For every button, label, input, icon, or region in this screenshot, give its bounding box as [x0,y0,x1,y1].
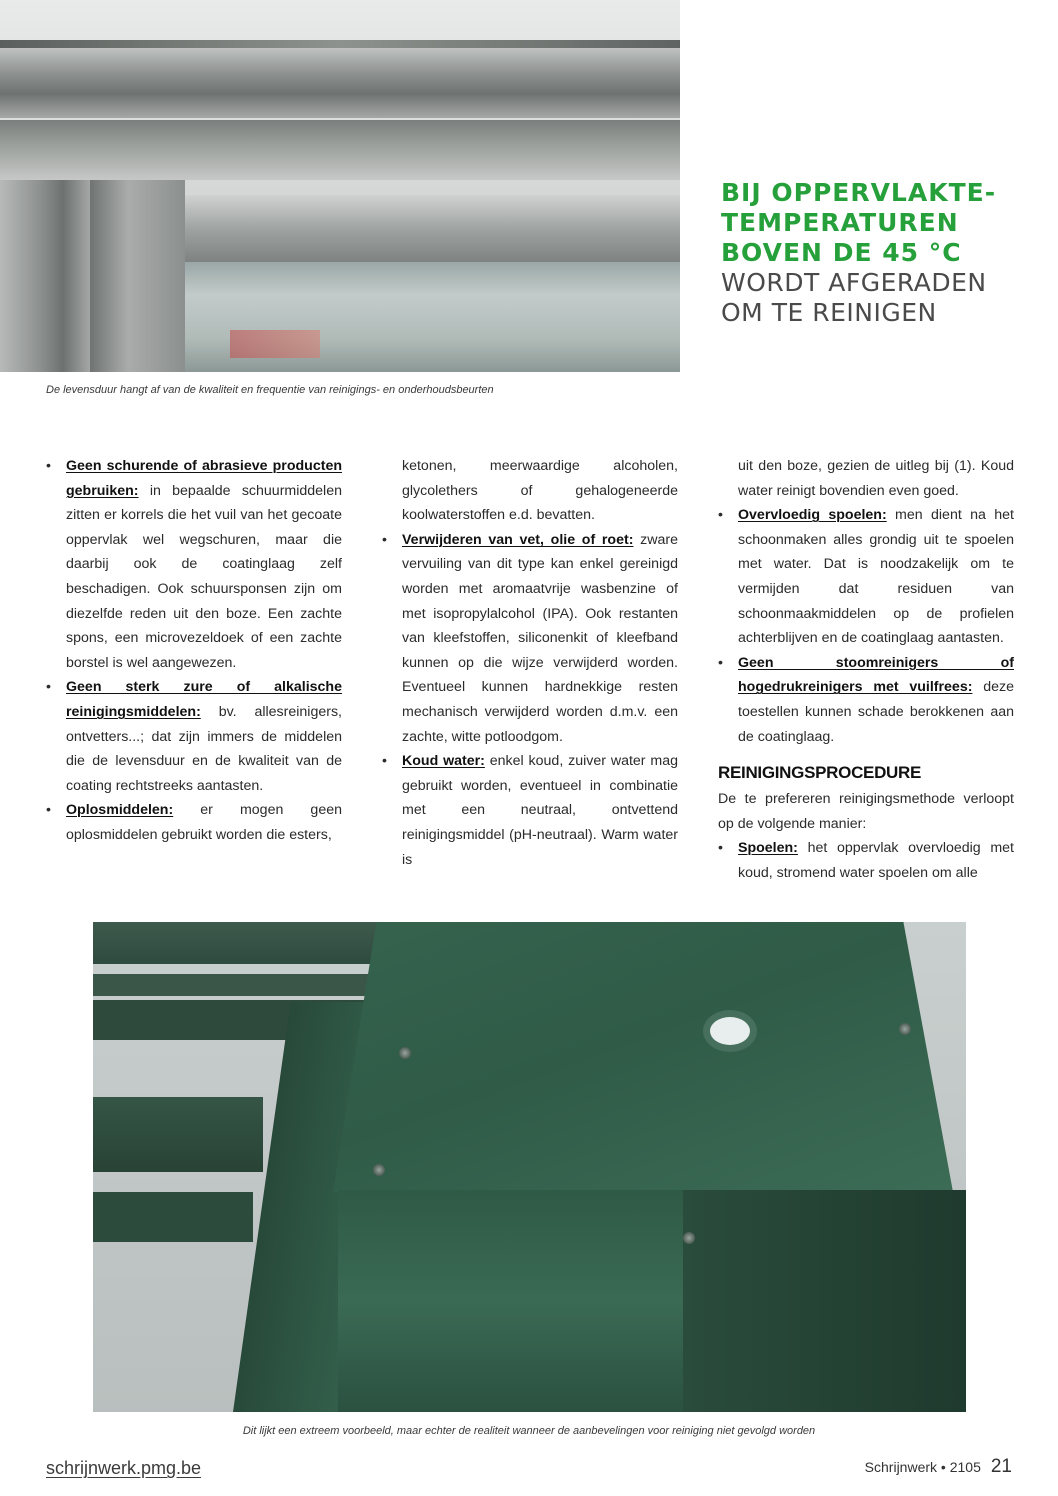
footer-magazine-issue: Schrijnwerk • 2105 [864,1459,981,1475]
list-item [46,454,342,675]
photo-glass-reflection [230,330,320,358]
pull-quote-line: WORDT AFGERADEN [721,268,987,297]
list-item-term: Geen schurende of abrasieve producten gebruiken: [66,458,342,499]
top-photo-aluminium-frame [0,0,680,372]
list-item-term: Overvloedig spoelen: [738,507,887,524]
footer-page-info [865,1456,1012,1478]
list-item-term: Oplosmiddelen: [66,802,174,819]
pull-quote-line: BIJ OPPERVLAKTE- [721,178,997,207]
list-item [718,651,1014,749]
photo-frame-bar [93,1192,253,1242]
pull-quote [721,178,1041,328]
list-item [46,798,342,847]
pull-quote-line: TEMPERATUREN [721,208,959,237]
list-item-term: Spoelen: [738,840,798,857]
photo-corrosion-hole [703,1010,757,1052]
photo-frame-post [90,180,185,372]
list-item-text: het oppervlak overvloedig met koud, stromend water spoelen om alle [738,840,1014,881]
list-item-term: Verwijderen van vet, olie of roet: [402,531,634,548]
bullet-list [46,454,342,848]
bullet-list [382,528,678,872]
list-item-term: Koud water: [402,753,485,770]
photo-frame-bar [93,974,383,996]
list-item-term: Geen stoomreinigers of hogedrukreinigers met vuilfrees: [738,654,1014,696]
list-item [382,749,678,872]
text-column-1 [46,454,342,848]
list-item-text: deze toestellen kunnen schade berokkenen aan de coatinglaag. [738,679,1014,745]
list-item-text: er mogen geen oplosmiddelen gebruikt worden die esters, [66,802,342,843]
list-item-term: Geen sterk zure of alkalische reinigingsmiddelen: [66,679,342,720]
list-item [718,503,1014,651]
pull-quote-line: OM TE REINIGEN [721,298,937,327]
bullet-list [718,503,1014,749]
footer-website-link[interactable]: schrijnwerk.pmg.be [46,1458,202,1478]
top-photo-caption: De levensduur hangt af van de kwaliteit en frequentie van reinigings- en onderhoudsbeurten [46,384,494,396]
text-column-3 [718,454,1014,886]
photo-screw [899,1023,911,1035]
photo-frame-post [0,180,90,372]
photo-frame-sill [110,195,680,263]
bullet-list [718,836,1014,885]
section-heading: REINIGINGSPROCEDURE [718,763,922,783]
photo-frame-bar [0,120,680,180]
text-column-2 [382,454,678,872]
photo-frame-panel [333,922,953,1192]
list-item [382,528,678,749]
photo-frame-shadow [683,1190,966,1412]
list-item-text: in bepaalde schuurmiddelen zitten er korrels die het vuil van het gecoate oppervlak wel wegschuren, maar die daarbij ook de coatinglaag zelf beschadigen. Ook schuursponsen zijn om diezelfde reden uit den boze. Een zachte spons, een microvezeldoek of een zachte borstel is wel aangewezen. [66,482,342,671]
list-item [46,675,342,798]
section-intro: De te prefereren reinigingsmethode verloopt op de volgende manier: [718,791,1014,832]
list-item [718,836,1014,885]
bottom-photo-caption: Dit lijkt een extreem voorbeeld, maar echter de realiteit wanneer de aanbevelingen voor reiniging niet gevolgd worden [242,1425,816,1437]
page-number: 21 [990,1456,1012,1477]
photo-screw [683,1232,695,1244]
photo-screw [373,1164,385,1176]
list-item-text: bv. allesreinigers, ontvetters...; dat zijn immers de middelen die de levensduur en de kwaliteit van de coating rechtstreeks aantasten. [66,703,342,794]
bottom-photo-green-frame [93,922,966,1412]
list-item-text: enkel koud, zuiver water mag gebruikt worden, eventueel in combinatie met een neutraal, ontvettend reinigingsmiddel (pH-neutraal). Warm water is [402,753,678,868]
photo-screw [399,1047,411,1059]
pull-quote-line: BOVEN DE 45 °C [721,238,962,267]
continuation-text: ketonen, meerwaardige alcoholen, glycolethers of gehalogeneerde koolwaterstoffen e.d. bevatten. [402,458,678,524]
photo-frame-bar [93,922,383,964]
list-item-text: zware vervuiling van dit type kan enkel gereinigd worden met aromaatvrije wasbenzine of met isopropylalcohol (IPA). Ook restanten van kleefstoffen, siliconenkit of kleefband kunnen op die wijze verwijderd worden. Eventueel kunnen hardnekkige resten mechanisch verwijderd worden d.m.v. een zachte, witte potloodgom. [402,531,678,745]
photo-frame-bar [93,1097,263,1172]
photo-frame-bar [0,48,680,118]
continuation-text: uit den boze, gezien de uitleg bij (1). Koud water reinigt bovendien even goed. [738,458,1014,499]
list-item-text: men dient na het schoonmaken alles grondig uit te spoelen met water. Dat is noodzakelijk om te vermijden dat residuen van schoonmaakmiddelen op de profielen achterblijven en de coatinglaag aantasten. [738,507,1015,647]
